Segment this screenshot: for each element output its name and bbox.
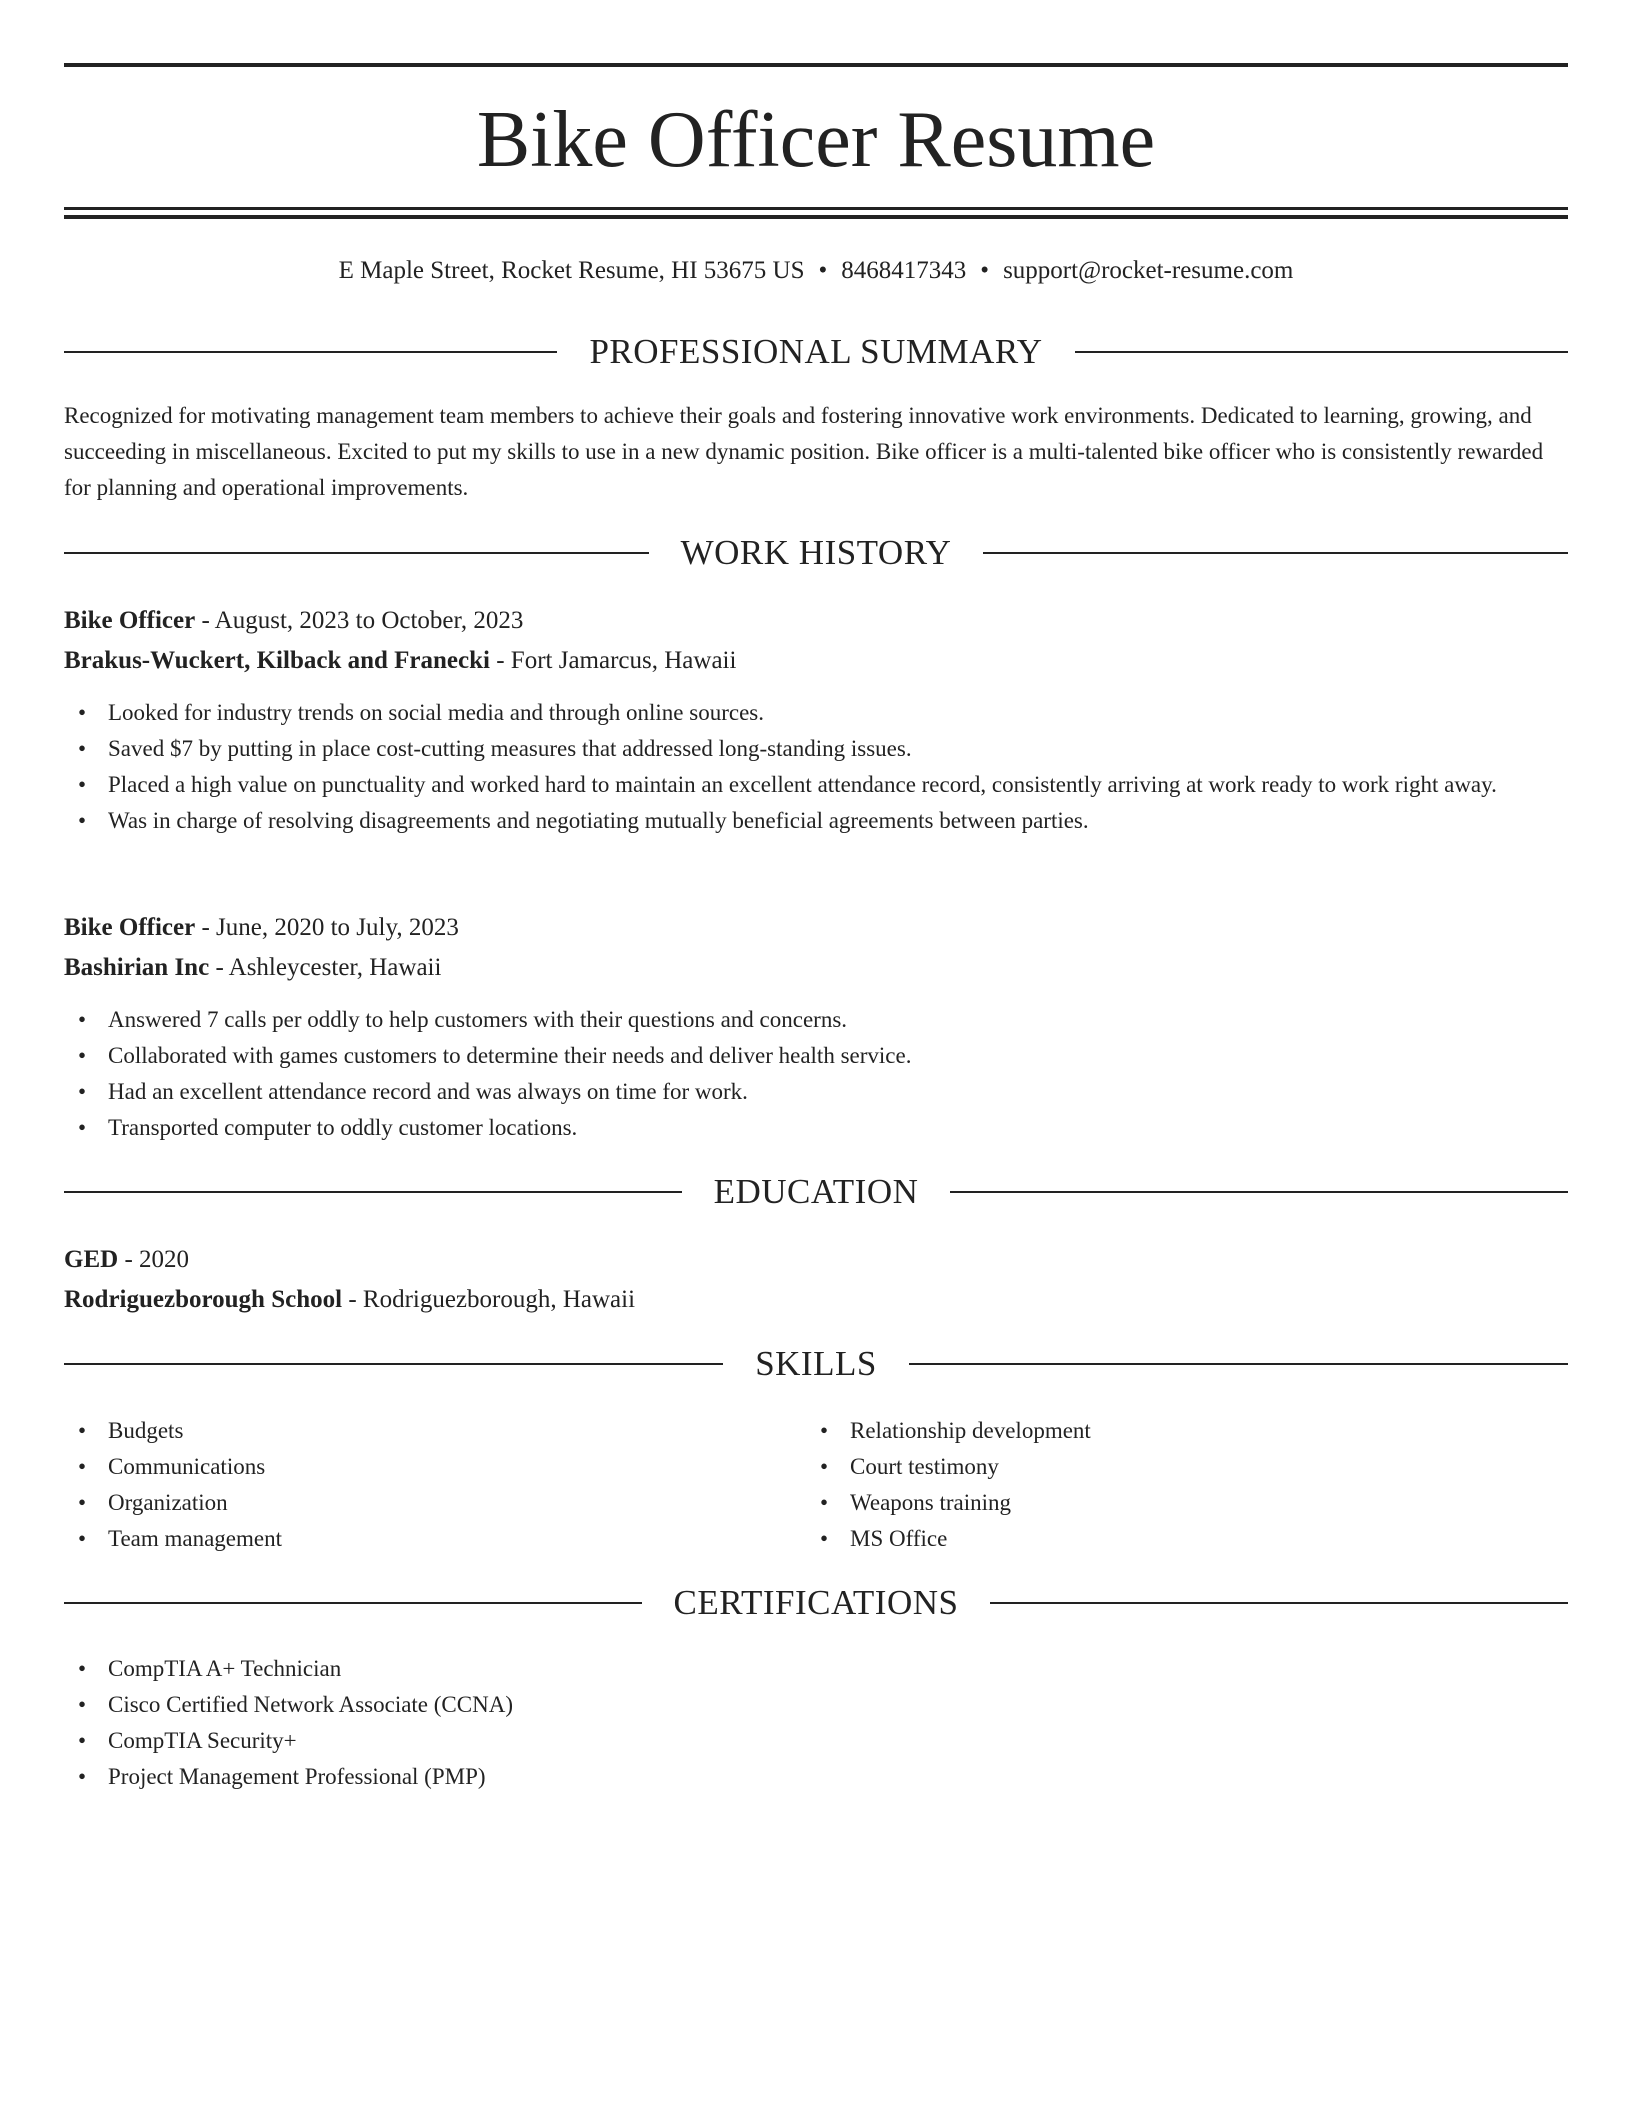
dash: - bbox=[118, 1246, 140, 1273]
education-year: 2020 bbox=[139, 1246, 190, 1273]
skills-list-left bbox=[64, 1413, 764, 1557]
job-duties-list bbox=[64, 695, 1568, 839]
skills-list-right bbox=[806, 1413, 1506, 1557]
list-item: • CompTIA A+ Technician bbox=[64, 1651, 1568, 1687]
dash: - bbox=[195, 607, 215, 634]
section-title: WORK HISTORY bbox=[680, 533, 952, 572]
list-item: • Project Management Professional (PMP) bbox=[64, 1759, 1568, 1795]
list-item: • Was in charge of resolving disagreements and negotiating mutually beneficial agreements between parties. bbox=[64, 803, 1568, 839]
contact-separator: • bbox=[818, 257, 828, 284]
contact-address: E Maple Street, Rocket Resume, HI 53675 US bbox=[338, 257, 805, 284]
education-school-line bbox=[64, 1281, 1568, 1319]
list-item: • Had an excellent attendance record and was always on time for work. bbox=[64, 1074, 1568, 1110]
divider bbox=[64, 552, 649, 554]
list-item: • Transported computer to oddly customer locations. bbox=[64, 1110, 1568, 1146]
divider bbox=[909, 1363, 1568, 1365]
list-item: • Budgets bbox=[64, 1413, 764, 1449]
list-item: • Team management bbox=[64, 1521, 764, 1557]
list-item: • Organization bbox=[64, 1485, 764, 1521]
job-company: Brakus-Wuckert, Kilback and Franecki bbox=[64, 647, 490, 674]
divider bbox=[990, 1602, 1568, 1604]
job-dates: June, 2020 to July, 2023 bbox=[216, 914, 459, 941]
education-location: Rodriguezborough, Hawaii bbox=[362, 1286, 636, 1313]
job-title-line bbox=[64, 602, 1568, 640]
job-company: Bashirian Inc bbox=[64, 954, 210, 981]
list-item: • MS Office bbox=[806, 1521, 1506, 1557]
education-degree-line bbox=[64, 1241, 1568, 1279]
header-double-rule-upper bbox=[64, 207, 1568, 210]
certifications-list bbox=[64, 1651, 1568, 1795]
dash: - bbox=[342, 1286, 363, 1313]
list-item: • Court testimony bbox=[806, 1449, 1506, 1485]
divider bbox=[64, 351, 557, 353]
divider bbox=[64, 1363, 723, 1365]
contact-line bbox=[64, 252, 1568, 290]
job-title: Bike Officer bbox=[64, 914, 196, 941]
education-school: Rodriguezborough School bbox=[64, 1286, 343, 1313]
divider bbox=[983, 552, 1568, 554]
education-degree: GED bbox=[64, 1246, 119, 1273]
list-item: • CompTIA Security+ bbox=[64, 1723, 1568, 1759]
section-heading-certifications bbox=[64, 1581, 1568, 1625]
section-title: PROFESSIONAL SUMMARY bbox=[589, 332, 1043, 371]
summary-paragraph: Recognized for motivating management team members to achieve their goals and fostering innovative work environments. Dedicated to learning, growing, and succeeding in miscellaneous. Excited to put my skills to use in a new dynamic position. Bike officer is a multi-talented bike officer who is consistently rewarded for planning and operational improvements. bbox=[64, 403, 1544, 500]
job-company-line bbox=[64, 642, 1568, 680]
dash: - bbox=[195, 914, 217, 941]
section-heading-skills bbox=[64, 1342, 1568, 1386]
section-heading-work-history bbox=[64, 531, 1568, 575]
list-item: • Relationship development bbox=[806, 1413, 1506, 1449]
section-heading-education bbox=[64, 1170, 1568, 1214]
list-item: • Weapons training bbox=[806, 1485, 1506, 1521]
divider bbox=[64, 1191, 682, 1193]
list-item: • Answered 7 calls per oddly to help customers with their questions and concerns. bbox=[64, 1002, 1568, 1038]
contact-phone: 8468417343 bbox=[841, 257, 967, 284]
contact-email: support@rocket-resume.com bbox=[1003, 257, 1294, 284]
divider bbox=[950, 1191, 1568, 1193]
job-title: Bike Officer bbox=[64, 607, 196, 634]
job-duties-list bbox=[64, 1002, 1568, 1146]
list-item: • Saved $7 by putting in place cost-cutting measures that addressed long-standing issues. bbox=[64, 731, 1568, 767]
divider bbox=[1075, 351, 1568, 353]
header-top-rule bbox=[64, 63, 1568, 67]
section-title: EDUCATION bbox=[713, 1172, 919, 1211]
list-item: • Looked for industry trends on social media and through online sources. bbox=[64, 695, 1568, 731]
section-title: CERTIFICATIONS bbox=[673, 1583, 959, 1622]
list-item: • Cisco Certified Network Associate (CCNA) bbox=[64, 1687, 1568, 1723]
list-item: • Collaborated with games customers to determine their needs and deliver health service. bbox=[64, 1038, 1568, 1074]
divider bbox=[64, 1602, 642, 1604]
dash: - bbox=[209, 954, 229, 981]
list-item: • Communications bbox=[64, 1449, 764, 1485]
resume-title: Bike Officer Resume bbox=[476, 96, 1156, 184]
job-dates: August, 2023 to October, 2023 bbox=[214, 607, 524, 634]
contact-separator: • bbox=[980, 257, 990, 284]
job-title-line bbox=[64, 909, 1568, 947]
job-location: Fort Jamarcus, Hawaii bbox=[510, 647, 737, 674]
section-title: SKILLS bbox=[755, 1344, 877, 1383]
job-company-line bbox=[64, 949, 1568, 987]
list-item: • Placed a high value on punctuality and worked hard to maintain an excellent attendance record, consistently arriving at work ready to work right away. bbox=[64, 767, 1568, 803]
section-heading-summary bbox=[64, 330, 1568, 374]
header-double-rule-lower bbox=[64, 215, 1568, 219]
dash: - bbox=[489, 647, 511, 674]
job-location: Ashleycester, Hawaii bbox=[228, 954, 442, 981]
